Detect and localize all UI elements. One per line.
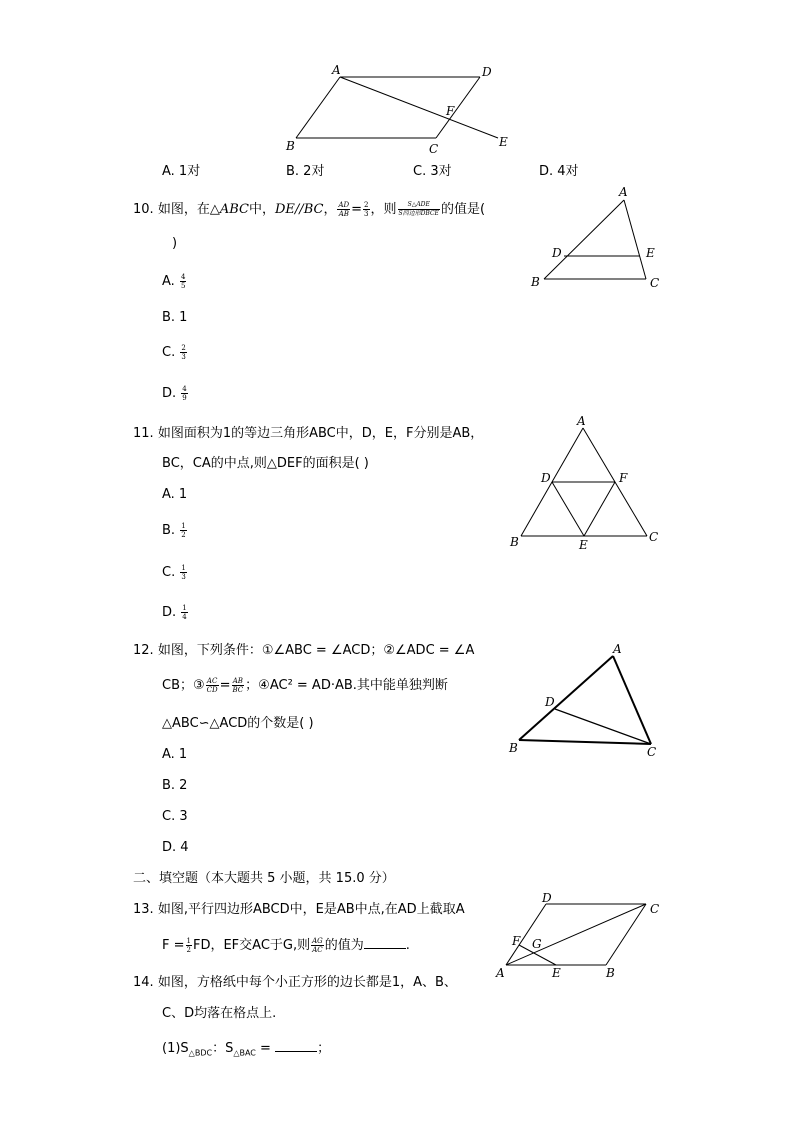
- q11-stem-line1: 11. 如图面积为1的等边三角形ABC中，D，E，F分别是AB，: [133, 426, 484, 441]
- q12-option-b[interactable]: B. 2: [162, 778, 188, 793]
- q10-option-a[interactable]: A. $\frac{4}{5}$: [162, 273, 186, 290]
- fraction-area-ratio: $\frac{\text{S△ADE}}{\text{S四边形DBCE}}$: [398, 201, 439, 217]
- label-A: A: [332, 63, 341, 77]
- fraction-2-3: $\frac{2}{3}$: [364, 201, 369, 218]
- label-C: C: [649, 530, 659, 544]
- label-A: A: [613, 642, 622, 656]
- label-C: C: [650, 276, 660, 290]
- q14-stem-line2: C、D均落在格点上.: [162, 1006, 277, 1021]
- fraction-ad-ab: $\frac{AD}{AB}$: [338, 201, 350, 218]
- q12-stem-line3: △ABC∽△ACD的个数是( ): [162, 716, 314, 731]
- label-A: A: [496, 966, 505, 980]
- q9-option-a[interactable]: A. 1对: [162, 164, 201, 179]
- label-G: G: [532, 937, 542, 951]
- label-B: B: [509, 741, 518, 755]
- q9-option-b[interactable]: B. 2对: [286, 164, 325, 179]
- q13-number: 13.: [133, 902, 154, 917]
- figure-q12-triangle: [505, 638, 665, 763]
- q9-option-d[interactable]: D. 4对: [539, 164, 579, 179]
- label-A: A: [619, 185, 628, 199]
- q12-stem-line2: CB；③ $\frac{AC}{CD}$ = $\frac{AB}{BC}$ ；④AC² = AD·AB.其中能单独判断: [162, 677, 448, 694]
- q13-stem-line2: F = $\frac{1}{2}$ FD，EF交AC于G,则 $\frac{AG}{AC}$ 的值为 .: [162, 937, 410, 954]
- label-C: C: [429, 142, 439, 156]
- q10-option-d[interactable]: D. $\frac{4}{9}$: [162, 385, 187, 402]
- label-E: E: [552, 966, 561, 980]
- q11-option-b[interactable]: B. $\frac{1}{2}$: [162, 522, 186, 539]
- q11-option-c[interactable]: C. $\frac{1}{3}$: [162, 564, 186, 581]
- q14-part1: $(1)S_{\triangle BDC}$：$S_{\triangle BAC}$ = ；: [162, 1041, 331, 1058]
- q10-number: 10.: [133, 202, 154, 217]
- figure-q9-parallelogram: [280, 60, 520, 160]
- label-D: D: [542, 891, 552, 905]
- label-A: A: [577, 414, 586, 428]
- q13-answer-blank[interactable]: [364, 936, 406, 949]
- label-E: E: [579, 538, 588, 552]
- label-C: C: [650, 902, 660, 916]
- q12-option-d[interactable]: D. 4: [162, 840, 189, 855]
- label-C: C: [647, 745, 657, 759]
- q11-stem-line2: BC，CA的中点,则△DEF的面积是( ): [162, 456, 369, 471]
- q13-stem-line1: 13. 如图,平行四边形ABCD中，E是AB中点,在AD上截取A: [133, 902, 465, 917]
- label-B: B: [531, 275, 540, 289]
- label-D: D: [552, 246, 562, 260]
- label-E: E: [499, 135, 508, 149]
- q10-close-paren: ): [172, 236, 178, 251]
- label-D: D: [545, 695, 555, 709]
- q11-option-d[interactable]: D. $\frac{1}{4}$: [162, 604, 187, 621]
- q9-option-c[interactable]: C. 3对: [413, 164, 452, 179]
- label-B: B: [286, 139, 295, 153]
- label-D: D: [482, 65, 492, 79]
- q11-option-a[interactable]: A. 1: [162, 487, 188, 502]
- q14-number: 14.: [133, 975, 154, 990]
- q12-number: 12.: [133, 643, 154, 658]
- q10-option-b[interactable]: B. 1: [162, 310, 188, 325]
- q12-option-a[interactable]: A. 1: [162, 747, 188, 762]
- label-F: F: [619, 471, 628, 485]
- q10-stem: 10. 如图，在△ABC中，DE//BC， $\frac{AD}{AB}$ = $\frac{2}{3}$ ，则 $\frac{\text{S△ADE}}{\text{S四边形DBCE}}$ 的值是(: [133, 201, 486, 218]
- q11-number: 11.: [133, 426, 154, 441]
- label-D: D: [541, 471, 551, 485]
- q12-stem-line1: 12. 如图，下列条件：①∠ABC = ∠ACD；②∠ADC = ∠A: [133, 643, 475, 658]
- figure-q10-triangle: [526, 182, 666, 292]
- q14-stem-line1: 14. 如图，方格纸中每个小正方形的边长都是1，A、B、: [133, 975, 457, 990]
- section-heading-fill-in-blank: 二、填空题（本大题共 5 小题，共 15.0 分）: [133, 871, 395, 886]
- label-F: F: [512, 934, 521, 948]
- label-F: F: [446, 104, 455, 118]
- figure-q11-equilateral-triangle: [505, 412, 665, 554]
- label-B: B: [606, 966, 615, 980]
- label-E: E: [646, 246, 655, 260]
- q10-option-c[interactable]: C. $\frac{2}{3}$: [162, 344, 186, 361]
- q12-option-c[interactable]: C. 3: [162, 809, 188, 824]
- label-B: B: [510, 535, 519, 549]
- q14-answer-blank[interactable]: [275, 1039, 317, 1052]
- figure-q13-parallelogram: [494, 886, 674, 982]
